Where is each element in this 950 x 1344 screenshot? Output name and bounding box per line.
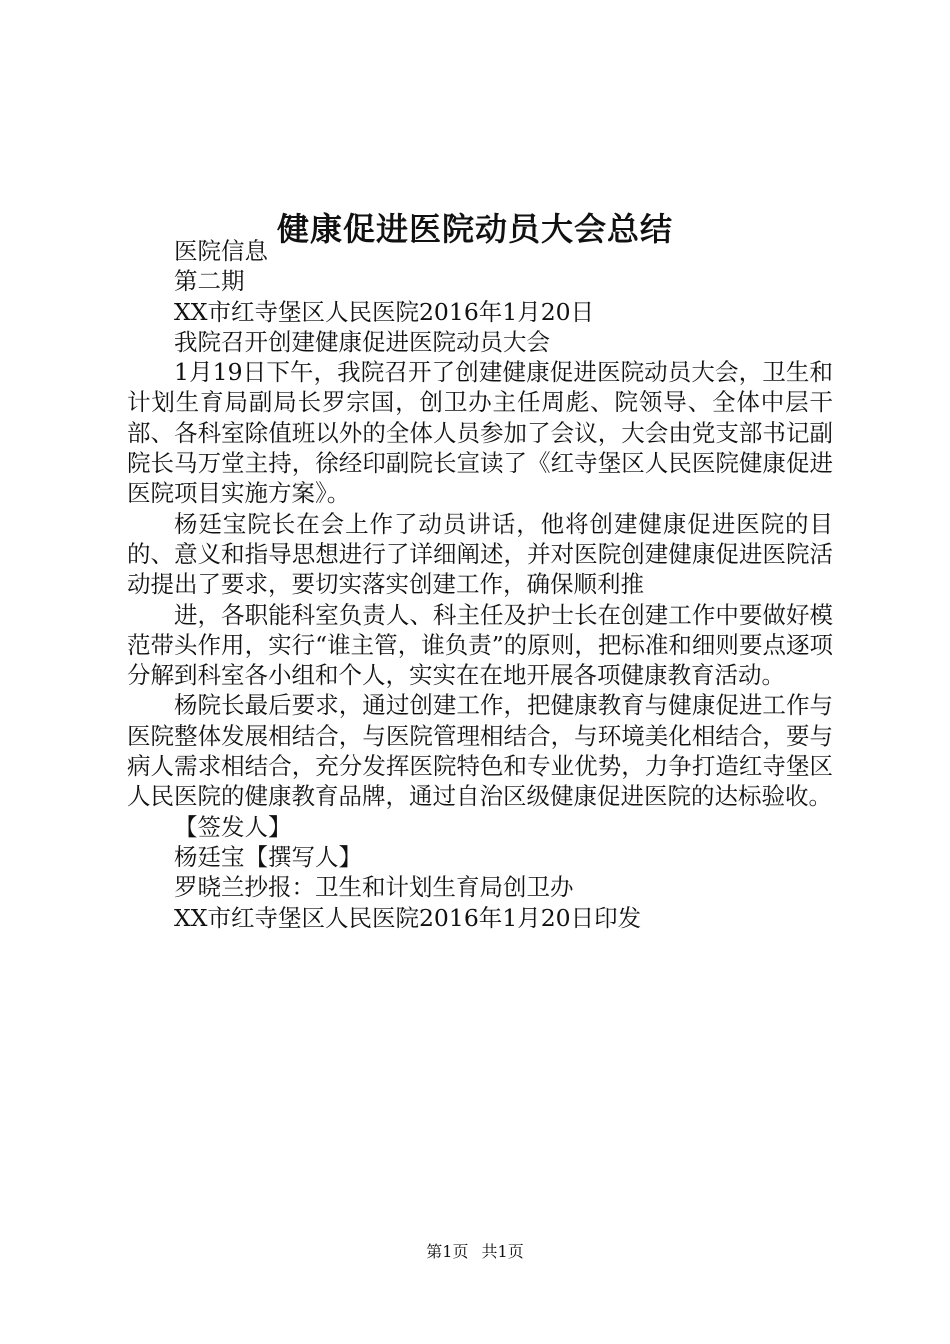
news-headline: 我院召开创建健康促进医院动员大会 <box>174 327 550 356</box>
copy-to-line: 罗晓兰抄报：卫生和计划生育局创卫办 <box>174 873 574 902</box>
page-footer <box>0 1240 950 1264</box>
document-title: 健康促进医院动员大会总结 <box>276 210 673 249</box>
signer-label: 【签发人】 <box>174 812 292 841</box>
document-body <box>127 236 833 933</box>
body-paragraph: 1月19日下午，我院召开了创建健康促进医院动员大会，卫生和计划生育局副局长罗宗国，创卫办主任周彪、院领导、全体中层干部、各科室除值班以外的全体人员参加了会议，大会由党支部书记副院长马万堂主持，徐经印副院长宣读了《红寺堡区人民医院健康促进医院项目实施方案》。 <box>127 358 833 508</box>
header-org-line: 医院信息 <box>174 237 268 265</box>
page-number: 第1页 <box>426 1242 469 1261</box>
body-paragraph: 进，各职能科室负责人、科主任及护士长在创建工作中要做好模范带头作用，实行“谁主管，谁负责”的原则，把标准和细则要点逐项分解到科室各小组和个人，实实在在地开展各项健康教育活动。 <box>127 600 833 690</box>
page-total: 共1页 <box>481 1242 524 1261</box>
body-paragraph: 杨院长最后要求，通过创建工作，把健康教育与健康促进工作与医院整体发展相结合，与医院管理相结合，与环境美化相结合，要与病人需求相结合，充分发挥医院特色和专业优势，力争打造红寺堡区人民医院的健康教育品牌，通过自治区级健康促进医院的达标验收。 <box>127 691 833 811</box>
author-line: 杨廷宝【撰写人】 <box>174 842 362 871</box>
issuer-date-line: XX市红寺堡区人民医院2016年1月20日 <box>174 297 595 326</box>
body-paragraph: 杨廷宝院长在会上作了动员讲话，他将创建健康促进医院的目的、意义和指导思想进行了详细阐述，并对医院创建健康促进医院活动提出了要求，要切实落实创建工作，确保顺利推 <box>127 509 833 599</box>
issue-date-line: XX市红寺堡区人民医院2016年1月20日印发 <box>174 903 642 932</box>
issue-number-line: 第二期 <box>174 267 245 296</box>
